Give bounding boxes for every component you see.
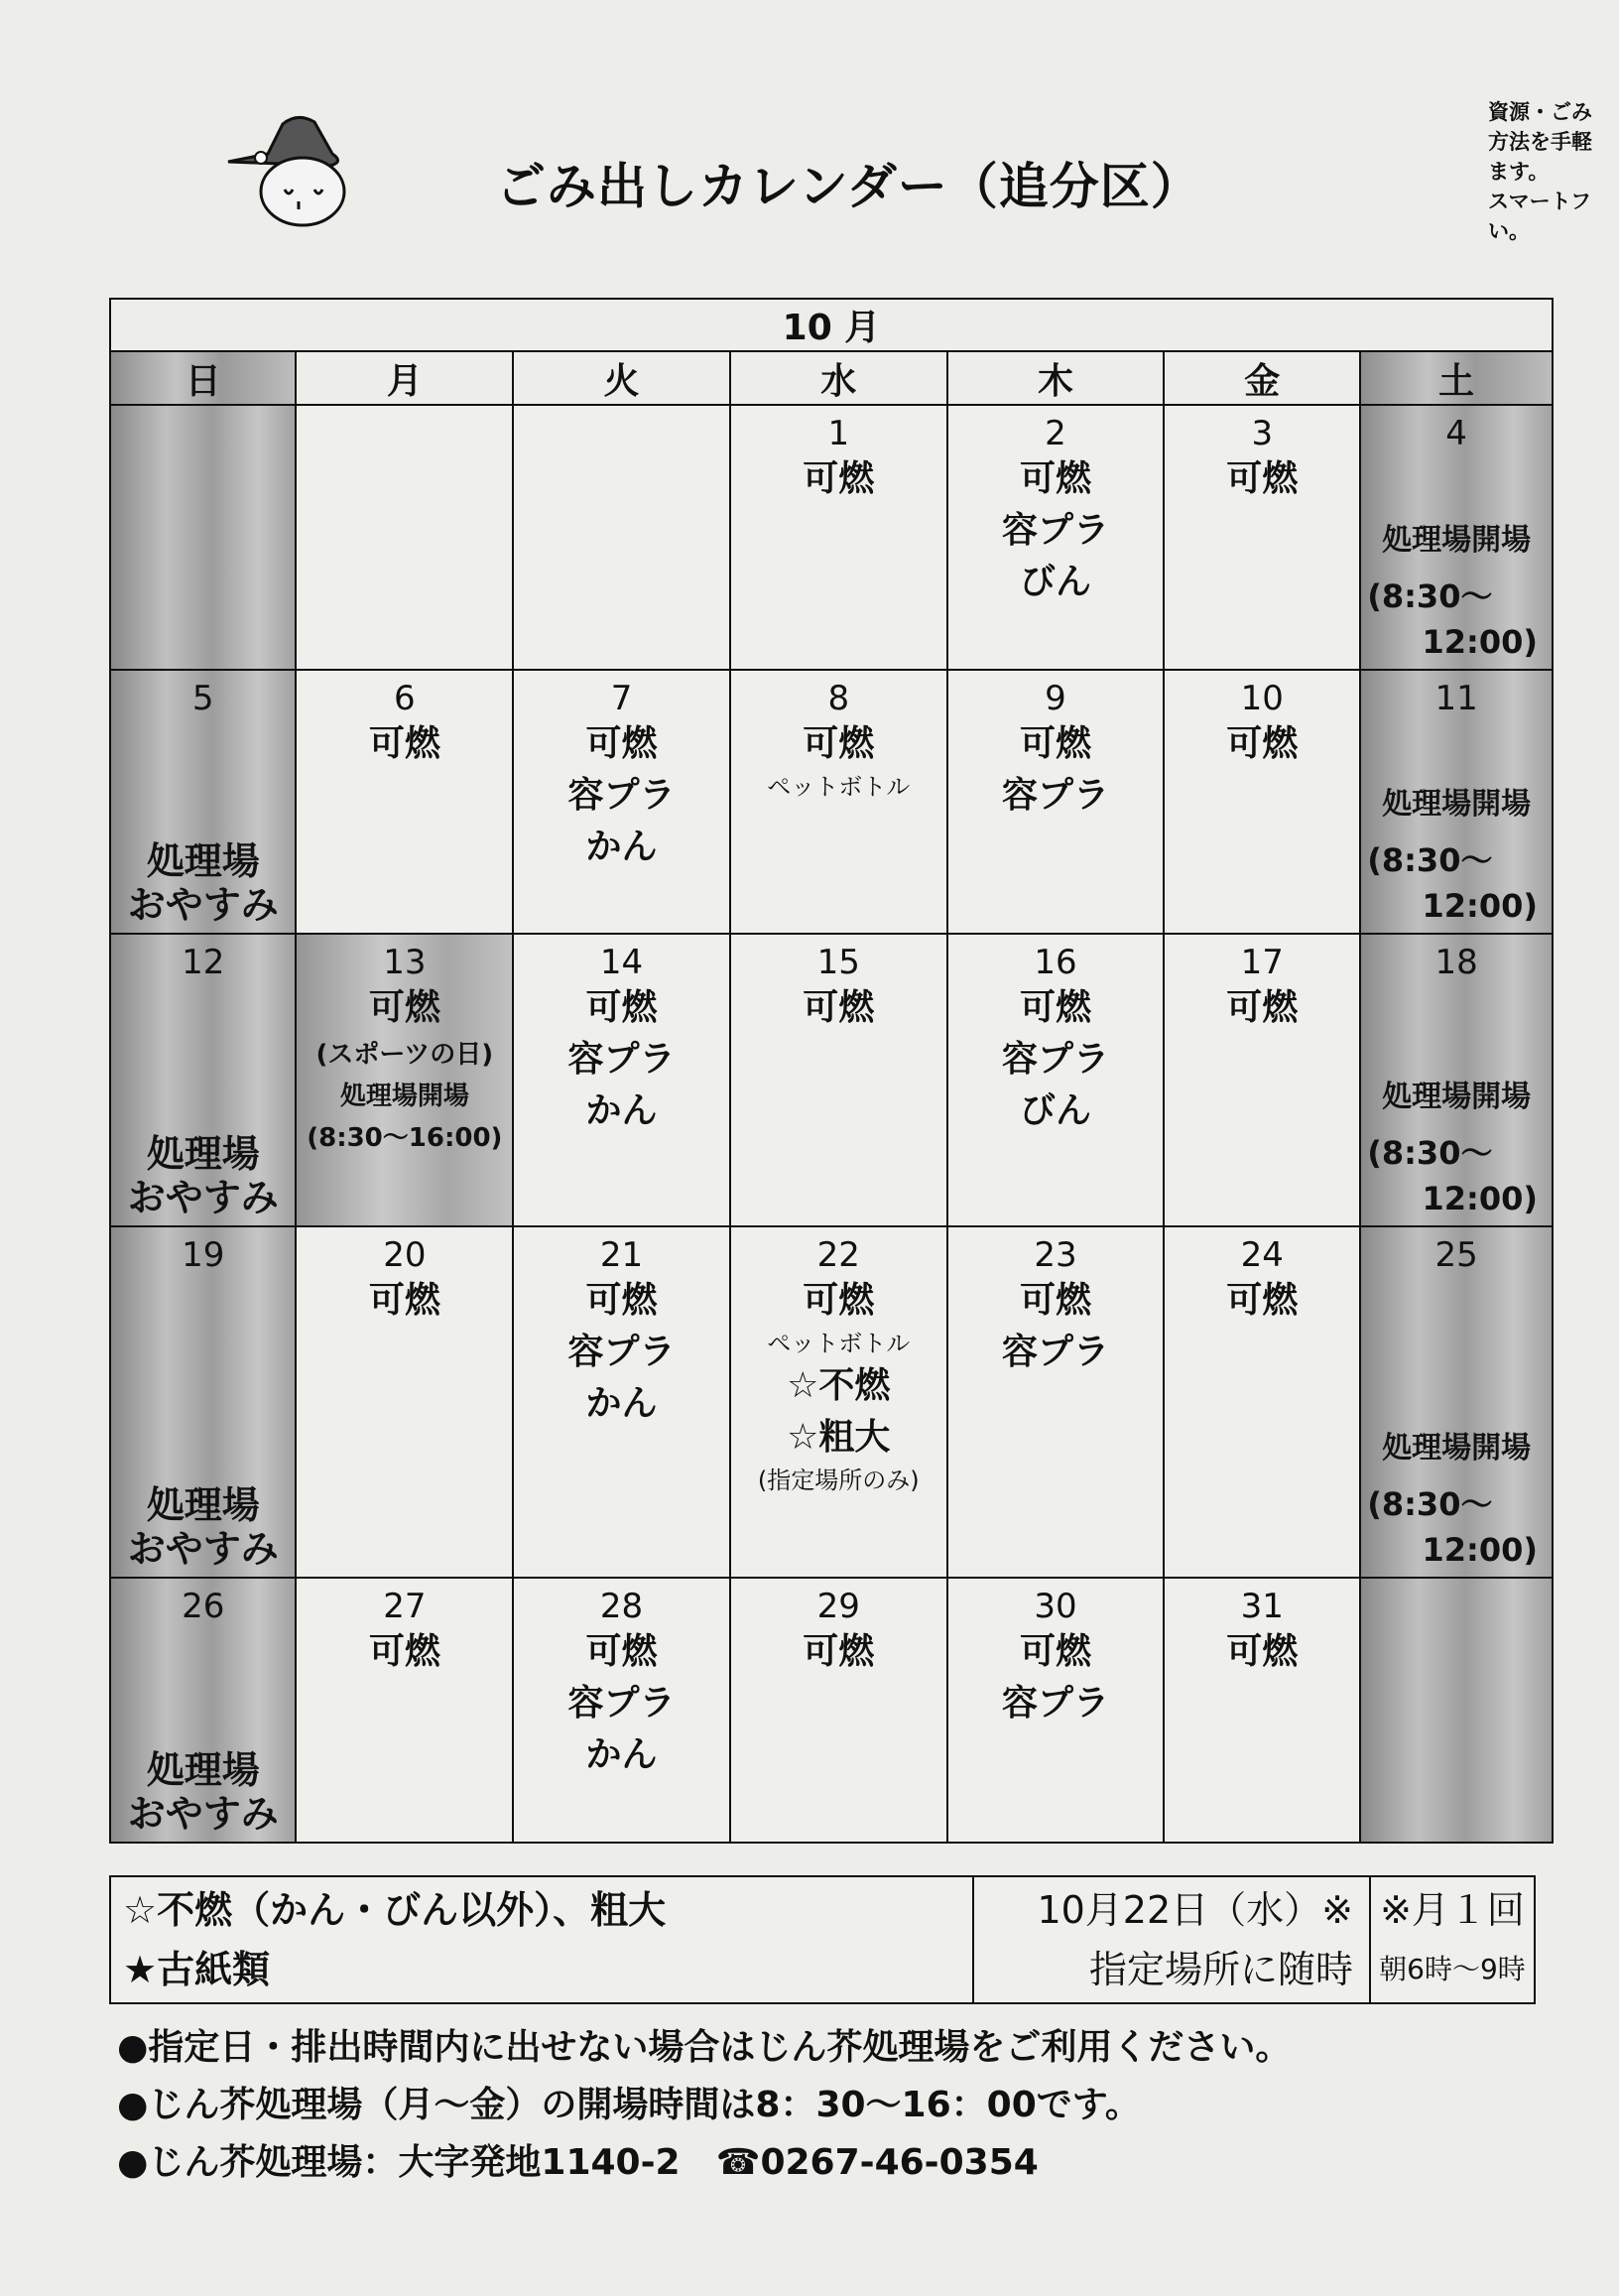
collection-item: 可燃	[368, 1631, 440, 1673]
open-label: 処理場開場	[1382, 1079, 1532, 1114]
legend-line-paper: ★古紙類	[123, 1948, 271, 1991]
collection-item: 可燃	[368, 722, 440, 764]
collection-item: 容プラ	[567, 1331, 676, 1372]
collection-item: ☆粗大	[787, 1416, 891, 1458]
day-cell	[947, 934, 1165, 1226]
collection-item: ペットボトル	[767, 1329, 911, 1357]
day-cell	[513, 670, 730, 935]
weekday-header: 火	[513, 351, 730, 405]
facility-open-label	[1365, 780, 1548, 929]
day-number: 11	[1434, 678, 1478, 718]
collection-item: 可燃	[1226, 458, 1299, 499]
day-cell	[110, 670, 296, 935]
day-cell	[1360, 670, 1553, 935]
day-cell	[513, 934, 730, 1226]
day-cell	[1164, 670, 1360, 935]
day-cell	[513, 1226, 730, 1578]
weekday-header: 日	[110, 351, 296, 405]
day-number: 9	[1045, 678, 1066, 718]
day-number: 31	[1240, 1587, 1284, 1627]
calendar-table	[109, 298, 1554, 1844]
open-time-end: 12:00)	[1422, 887, 1538, 925]
collection-item: かん	[585, 826, 658, 867]
collection-item: 可燃	[585, 1631, 658, 1673]
day-cell	[110, 1578, 296, 1843]
day-number: 1	[827, 414, 850, 453]
collection-item: 可燃	[803, 722, 875, 764]
collection-item: 可燃	[1019, 987, 1091, 1028]
open-label: 処理場開場	[1382, 787, 1532, 822]
collection-item: 可燃	[803, 1631, 875, 1673]
collection-item: 可燃	[1019, 1631, 1091, 1673]
open-time-start: (8:30〜	[1367, 576, 1493, 615]
week-row	[110, 405, 1553, 670]
day-cell	[730, 934, 947, 1226]
day-number: 15	[816, 943, 860, 982]
day-number: 20	[383, 1234, 427, 1275]
collection-item: 可燃	[585, 987, 658, 1028]
collection-item: 容プラ	[1001, 1683, 1109, 1724]
day-number: 26	[182, 1587, 225, 1627]
day-number: 3	[1251, 414, 1274, 453]
collection-item: ☆不燃	[787, 1364, 891, 1406]
day-number: 6	[394, 678, 416, 718]
facility-open-label	[1365, 1073, 1548, 1221]
day-cell	[730, 1578, 947, 1843]
day-number: 16	[1034, 943, 1077, 982]
day-cell	[296, 1578, 513, 1843]
day-cell	[110, 934, 296, 1226]
day-number: 7	[610, 678, 633, 718]
weekday-header: 金	[1164, 351, 1360, 405]
day-cell	[1360, 1578, 1553, 1843]
day-cell	[947, 1226, 1165, 1578]
day-number: 19	[182, 1234, 225, 1275]
day-cell	[513, 1578, 730, 1843]
day-number: 23	[1034, 1234, 1077, 1275]
collection-item: (8:30〜16:00)	[307, 1123, 503, 1153]
open-time-end: 12:00)	[1422, 1179, 1538, 1217]
open-time-start: (8:30〜	[1367, 841, 1493, 879]
collection-item: 容プラ	[567, 1683, 676, 1724]
collection-item: 可燃	[368, 987, 440, 1028]
day-number: 27	[383, 1587, 427, 1627]
day-cell	[730, 405, 947, 670]
day-cell	[296, 670, 513, 935]
collection-item: 容プラ	[567, 1039, 676, 1080]
open-label: 処理場開場	[1382, 522, 1532, 558]
collection-item: (指定場所のみ)	[757, 1466, 920, 1494]
collection-item: 可燃	[1226, 1279, 1299, 1321]
collection-item: (スポーツの日)	[315, 1040, 494, 1070]
weekday-header: 土	[1360, 351, 1553, 405]
day-cell	[110, 405, 296, 670]
legend-frequency: ※月１回	[1380, 1888, 1525, 1932]
facility-closed-label: 処理場 おやすみ	[127, 1131, 279, 1219]
collection-item: 可燃	[803, 458, 875, 499]
day-number: 29	[816, 1587, 860, 1627]
day-cell	[1360, 1226, 1553, 1578]
day-cell	[1164, 1226, 1360, 1578]
day-number: 2	[1045, 414, 1066, 453]
legend-line-nonburnable: ☆不燃（かん・びん以外）、粗大	[123, 1888, 667, 1932]
legend-categories	[110, 1876, 973, 2003]
day-number: 12	[182, 943, 225, 982]
day-number: 10	[1240, 678, 1284, 718]
facility-closed-label: 処理場 おやすみ	[127, 839, 279, 927]
legend-note	[1370, 1876, 1535, 2003]
week-row	[110, 1578, 1553, 1843]
day-number: 21	[599, 1234, 644, 1275]
day-cell	[296, 405, 513, 670]
page-title: ごみ出しカレンダー（追分区）	[496, 158, 1201, 215]
collection-item: 可燃	[1226, 987, 1299, 1028]
day-cell	[513, 405, 730, 670]
day-number: 25	[1434, 1234, 1478, 1275]
collection-item: 容プラ	[1001, 1039, 1109, 1080]
collection-item: 可燃	[1019, 458, 1091, 499]
collection-item: 容プラ	[1001, 774, 1109, 816]
facility-open-label	[1365, 1424, 1548, 1573]
day-number: 13	[383, 943, 427, 982]
weekday-header: 月	[296, 351, 513, 405]
open-label: 処理場開場	[1382, 1431, 1532, 1467]
facility-open-label	[1365, 516, 1548, 665]
collection-item: かん	[585, 1090, 658, 1131]
collection-item: ペットボトル	[767, 772, 911, 801]
week-row	[110, 670, 1553, 935]
collection-item: びん	[1019, 1090, 1091, 1131]
day-number: 5	[191, 678, 214, 718]
day-number: 17	[1240, 943, 1284, 982]
day-number: 14	[599, 943, 644, 982]
legend-schedule	[973, 1876, 1370, 2003]
day-cell	[730, 1226, 947, 1578]
day-cell	[730, 670, 947, 935]
weekday-header: 水	[730, 351, 947, 405]
weekday-header: 木	[947, 351, 1165, 405]
note-item: ●じん芥処理場：大字発地1140-2 ☎0267-46-0354	[117, 2142, 1039, 2183]
notes-list	[117, 2019, 1546, 2192]
note-item: ●じん芥処理場（月〜金）の開場時間は8：30〜16：00です。	[117, 2085, 1141, 2125]
collection-item: 容プラ	[1001, 510, 1109, 551]
month-header: 10 月	[110, 299, 1553, 351]
collection-item: 可燃	[1019, 1279, 1091, 1321]
collection-item: 可燃	[585, 1279, 658, 1321]
legend-hours: 朝6時〜9時	[1379, 1953, 1526, 1985]
legend-date: 10月22日（水）※	[1037, 1888, 1353, 1932]
week-row	[110, 1226, 1553, 1578]
collection-item: 可燃	[1019, 722, 1091, 764]
collection-item: 容プラ	[1001, 1331, 1109, 1372]
collection-item: かん	[585, 1734, 658, 1776]
day-number: 18	[1434, 943, 1478, 982]
open-time-start: (8:30〜	[1367, 1485, 1493, 1524]
collection-item: 可燃	[585, 722, 658, 764]
open-time-end: 12:00)	[1422, 622, 1538, 661]
collection-item: かん	[585, 1382, 658, 1424]
day-cell	[1164, 405, 1360, 670]
day-number: 22	[816, 1234, 860, 1275]
day-number: 28	[599, 1587, 644, 1627]
collection-item: 可燃	[1226, 722, 1299, 764]
day-number: 24	[1240, 1234, 1284, 1275]
day-cell	[947, 1578, 1165, 1843]
day-cell	[1360, 934, 1553, 1226]
week-row	[110, 934, 1553, 1226]
legend-box	[109, 1875, 1536, 2004]
day-cell	[110, 1226, 296, 1578]
facility-closed-label: 処理場 おやすみ	[127, 1748, 279, 1836]
weekday-header-row	[110, 351, 1553, 405]
day-cell	[1164, 934, 1360, 1226]
day-number: 30	[1034, 1587, 1077, 1627]
facility-closed-label: 処理場 おやすみ	[127, 1483, 279, 1572]
day-cell	[1164, 1578, 1360, 1843]
day-cell	[947, 405, 1165, 670]
day-number: 8	[827, 678, 850, 718]
day-cell	[1360, 405, 1553, 670]
collection-item: びん	[1019, 562, 1091, 602]
collection-item: 処理場開場	[339, 1082, 469, 1111]
legend-place: 指定場所に随時	[1088, 1948, 1353, 1991]
collection-item: 可燃	[368, 1279, 440, 1321]
mascot-logo	[223, 114, 382, 233]
collection-item: 容プラ	[567, 774, 676, 816]
day-number: 4	[1445, 414, 1467, 453]
collection-item: 可燃	[803, 987, 875, 1028]
day-cell	[947, 670, 1165, 935]
collection-item: 可燃	[1226, 1631, 1299, 1673]
collection-item: 可燃	[803, 1279, 875, 1321]
open-time-end: 12:00)	[1422, 1531, 1538, 1570]
note-item: ●指定日・排出時間内に出せない場合はじん芥処理場をご利用ください。	[117, 2027, 1292, 2068]
side-note: 資源・ごみ 方法を手軽 ます。 スマートフ い。	[1488, 100, 1592, 243]
open-time-start: (8:30〜	[1367, 1133, 1493, 1172]
day-cell	[296, 934, 513, 1226]
day-cell	[296, 1226, 513, 1578]
